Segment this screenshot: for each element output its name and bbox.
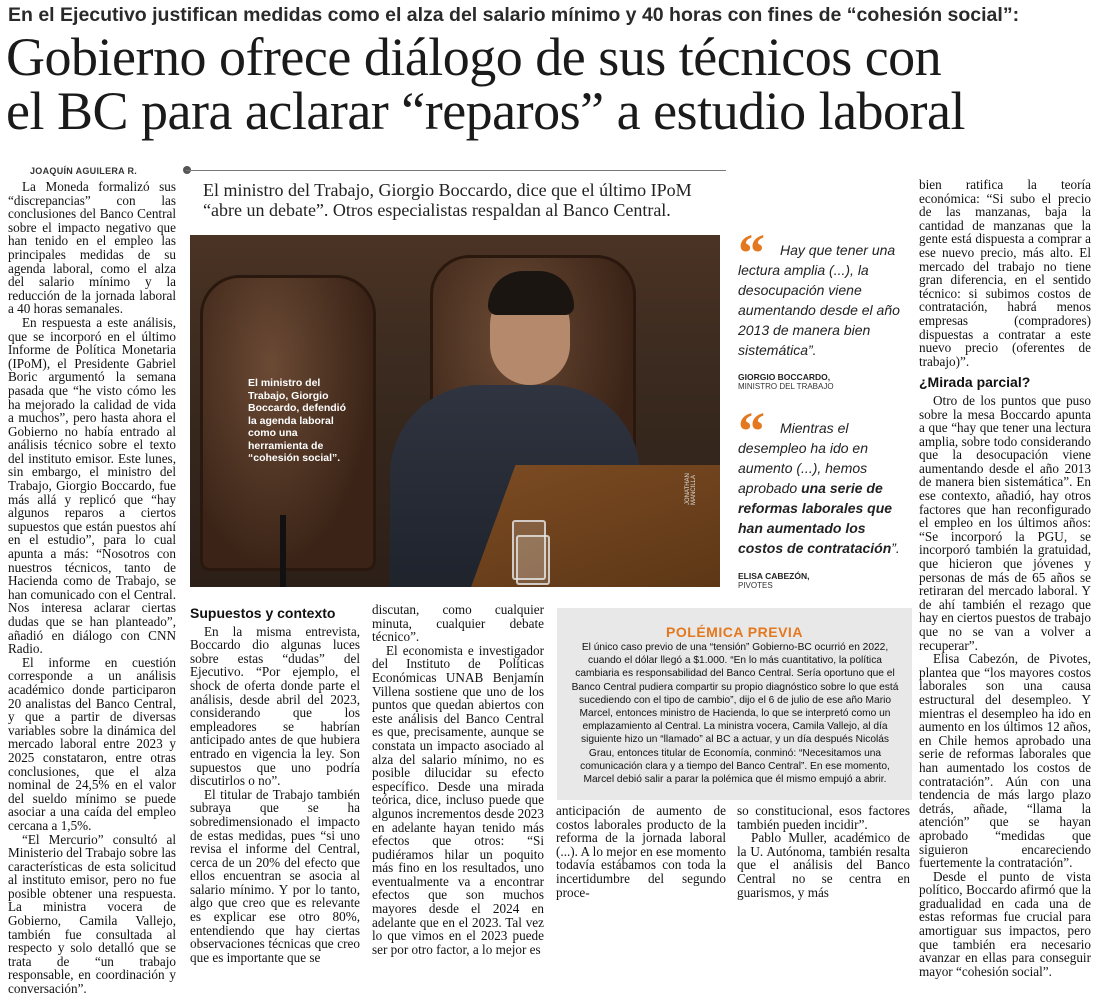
paragraph: Pablo Muller, académico de la U. Autónoma, también resalta que el análisis del Banco Central no se centra en guarismos, y más [737, 830, 910, 900]
paragraph: El informe en cuestión corresponde a un análisis académico donde participaron 20 analistas del Banco Central, y que a partir de diversas variables sobre la dinámica del mercado laboral entre 2023 y 2025 constataron, entre otras conclusiones, que el alza nominal de 24,5% en el valor del sueldo mínimo se puede asociar a una caída del empleo cercana a 1,5%. [8, 654, 176, 833]
quote-mark-icon: “ [738, 401, 765, 461]
paragraph: En respuesta a este análisis, que se incorporó en el último Informe de Política Monetaria (IPoM), el Presidente Gabriel Boric argumentó la semana pasada que “he visto cómo les ha mejorado la calidad de vida a muchos”, pero hasta ahora el Gobierno no había entrado al análisis técnico sobre el texto del instituto emisor. Este lunes, sin embargo, el ministro del Trabajo, Giorgio Boccardo, fue más allá y replicó que “hay algunos reparos a ciertos supuestos que están puestos ahí en el estudio”, para lo cual apunta a más: “Nosotros con nuestros técnicos, tanto de Hacienda como de Trabajo, se han comunicado con el Central. Nos interesa aclarar ciertas dudas que se han planteado”, añadió en diálogo con CNN Radio. [8, 314, 176, 657]
quote-2-text-a: Mientras el desempleo ha ido en aumento (...), hemos aprobado [738, 420, 868, 496]
sidebar-box [557, 608, 912, 800]
paragraph: En la misma entrevista, Boccardo dio algunas luces sobre estas “dudas” del Ejecutivo. “Por ejemplo, el shock de oferta donde parte el análisis, desde abril del 2023, considerando que los empleadores se habrían anticipado antes de que hubiera entrado en vigencia la ley. Son supuestos que uno podría discutirlos o no”. [190, 623, 360, 789]
photo [190, 235, 720, 587]
paragraph: discutan, como cualquier minuta, cualquier debate técnico”. [372, 602, 544, 645]
paragraph: Desde el punto de vista político, Boccardo afirmó que la gradualidad en cada una de estas reformas fue crucial para amortiguar sus impactos, pero que también era necesario avanzar en ellas para conseguir mayor “cohesión social”. [919, 868, 1091, 979]
photo-caption: El ministro del Trabajo, Giorgio Boccardo, defendió la agenda laboral como una herramienta de “cohesión social”. [248, 377, 347, 464]
glass [516, 535, 550, 585]
quote-2-role: PIVOTES [738, 581, 773, 590]
kicker: En el Ejecutivo justifican medidas como el alza del salario mínimo y 40 horas con fines de “cohesión social”: [8, 4, 1020, 26]
quote-1-role: MINISTRO DEL TRABAJO [738, 382, 834, 391]
paragraph: Elisa Cabezón, de Pivotes, plantea que “los mayores costos laborales son una causa estructural del desempleo. Y mientras el desempleo ha ido en aumento en los últimos 12 años, en Chile hemos aprobado una serie de reformas laborales que han aumentado los costos de contratación”. Aún con una tendencia de más largo plazo detrás, añade, “llama la atención” que se hayan aprobado “medidas que siguieron encareciendo fuertemente la contratación”. [919, 651, 1091, 871]
headline-line-2: el BC para aclarar “reparos” a estudio laboral [6, 81, 965, 141]
column-1 [8, 180, 176, 996]
deck: El ministro del Trabajo, Giorgio Boccardo, dice que el último IPoM “abre un debate”. Otros especialistas respaldan al Banco Central. [203, 180, 692, 220]
quote-1-name: GIORGIO BOCCARDO, [738, 372, 831, 382]
column-5 [737, 804, 910, 899]
column-4 [556, 804, 726, 899]
paragraph: so constitucional, esos factores también pueden incidir”. [737, 803, 910, 832]
quote-2-text-b: una serie de reformas laborales que han aumentado los costos de contratación [738, 480, 893, 556]
paragraph: El titular de Trabajo también subraya que se ha sobredimensionado el impacto de estas medidas, pues “si uno revisa el informe del Central, cerca de un 20% del efecto que ellos encuentran se asocia al salario mínimo. Y por lo tanto, algo que creo que es relevante es explicar ese otro 80%, entendiendo que hay ciertas observaciones técnicas que creo que es importante que se [190, 786, 360, 965]
headline [6, 27, 1096, 141]
quote-1-text: Hay que tener una lectura amplia (...), la desocupación viene aumentando desde el año 2013 de manera bien sistemática”. [738, 242, 900, 358]
byline-rule [186, 170, 726, 171]
headline-line-1: Gobierno ofrece diálogo de sus técnicos con [6, 27, 942, 87]
column-2 [190, 603, 360, 964]
photo-credit: JONATHAN MANCILLA [685, 473, 697, 505]
paragraph: anticipación de aumento de costos laborales producto de la reforma de la jornada laboral (...). A lo mejor en ese momento todavía estábamos con toda la incertidumbre del segundo proce- [556, 803, 726, 900]
sidebar-box-title: POLÉMICA PREVIA [666, 624, 803, 640]
quote-2-text [738, 418, 910, 558]
paragraph: La Moneda formalizó sus “discrepancias” con las conclusiones del Banco Central sobre el impacto negativo que han tenido en el empleo las principales medidas de su agenda laboral, como el alza del salario mínimo y la reducción de la jornada laboral a 40 horas semanales. [8, 179, 176, 317]
byline: JOAQUÍN AGUILERA R. [30, 166, 138, 176]
column-3 [372, 603, 544, 956]
quote-mark-icon: “ [738, 223, 765, 283]
subheading: ¿Mirada parcial? [919, 374, 1031, 391]
paragraph: Otro de los puntos que puso sobre la mesa Boccardo apunta a que “hay que tener una lectura amplia, sobre todo considerando que la desocupación viene aumentando desde el año 2013 de manera bien sistemática”. En ese contexto, añadió, hay otros factores que han reconfigurado el empleo en los últimos años: “Se incorporó la PGU, se incorporó también la gratuidad, que hicieron que jóvenes y personas de más de 65 años se retiraran del mercado laboral. Y de ahí también el rezago que hay en ciertos puestos de trabajo que no se van a volver a recuperar”. [919, 392, 1091, 653]
sidebar-box-body: El único caso previo de una “tensión” Gobierno-BC ocurrió en 2022, cuando el dólar llegó a $1.000. “En lo más cuantitativo, la política cambiaria es responsabilidad del Banco Central. Sería oportuno que el Banco Central pudiera compartir su propio diagnóstico sobre lo que está sucediendo con el tipo de cambio”, dijo el 6 de julio de ese año Mario Marcel, entonces ministro de Hacienda, lo que se interpretó como un emplazamiento al Central. La ministra vocera, Camila Vallejo, al día siguiente hizo un “llamado” al BC a actuar, y un día después Nicolás Grau, entonces titular de Economía, conminó: “Necesitamos una comunicación clara y a tiempo del Banco Central”. En ese momento, Marcel debió salir a parar la polémica que él mismo empujó a abrir. [571, 642, 899, 786]
paragraph: bien ratifica la teoría económica: “Si subo el precio de las manzanas, baja la cantidad de manzanas que la gente está dispuesta a comprar a ese nuevo precio, más alto. El mercado del trabajo no tiene gran diferencia, en el sentido técnico: si subimos costos de contratación, habrá menos empresas (compradores) dispuestas a contratar a este nuevo precio (oferentes de trabajo)”. [919, 177, 1091, 369]
microphone [280, 515, 286, 587]
quote-2-name: ELISA CABEZÓN, [738, 571, 810, 581]
paragraph: El economista e investigador del Instituto de Políticas Económicas UNAB Benjamín Villena sostiene que uno de los puntos que quedan abiertos con este análisis del Banco Central es que, precisamente, aunque se constata un impacto asociado al alza del salario mínimo, no es posible dilucidar su efecto específico. Desde una mirada teórica, dice, incluso puede que algunos incrementos desde 2023 en adelante hayan tenido más efectos que otros: “Si pudiéramos hilar un poquito más fino en los resultados, uno eventualmente va a encontrar efectos que son muchos mayores desde el 2024 en adelante que en el 2023. Tal vez lo que vimos en el 2023 puede ser por otro factor, a lo mejor es [372, 642, 544, 957]
paragraph: “El Mercurio” consultó al Ministerio del Trabajo sobre las características de esta solicitud al instituto emisor, pero no fue posible obtener una respuesta. La ministra vocera de Gobierno, Camila Vallejo, también fue consultada al respecto y solo detalló que se trata de “un trabajo responsable, en coordinación y conversación”. [8, 831, 176, 996]
subheading: Supuestos y contexto [190, 605, 336, 621]
column-6 [919, 178, 1091, 978]
quote-2-text-c: ”. [891, 540, 900, 556]
